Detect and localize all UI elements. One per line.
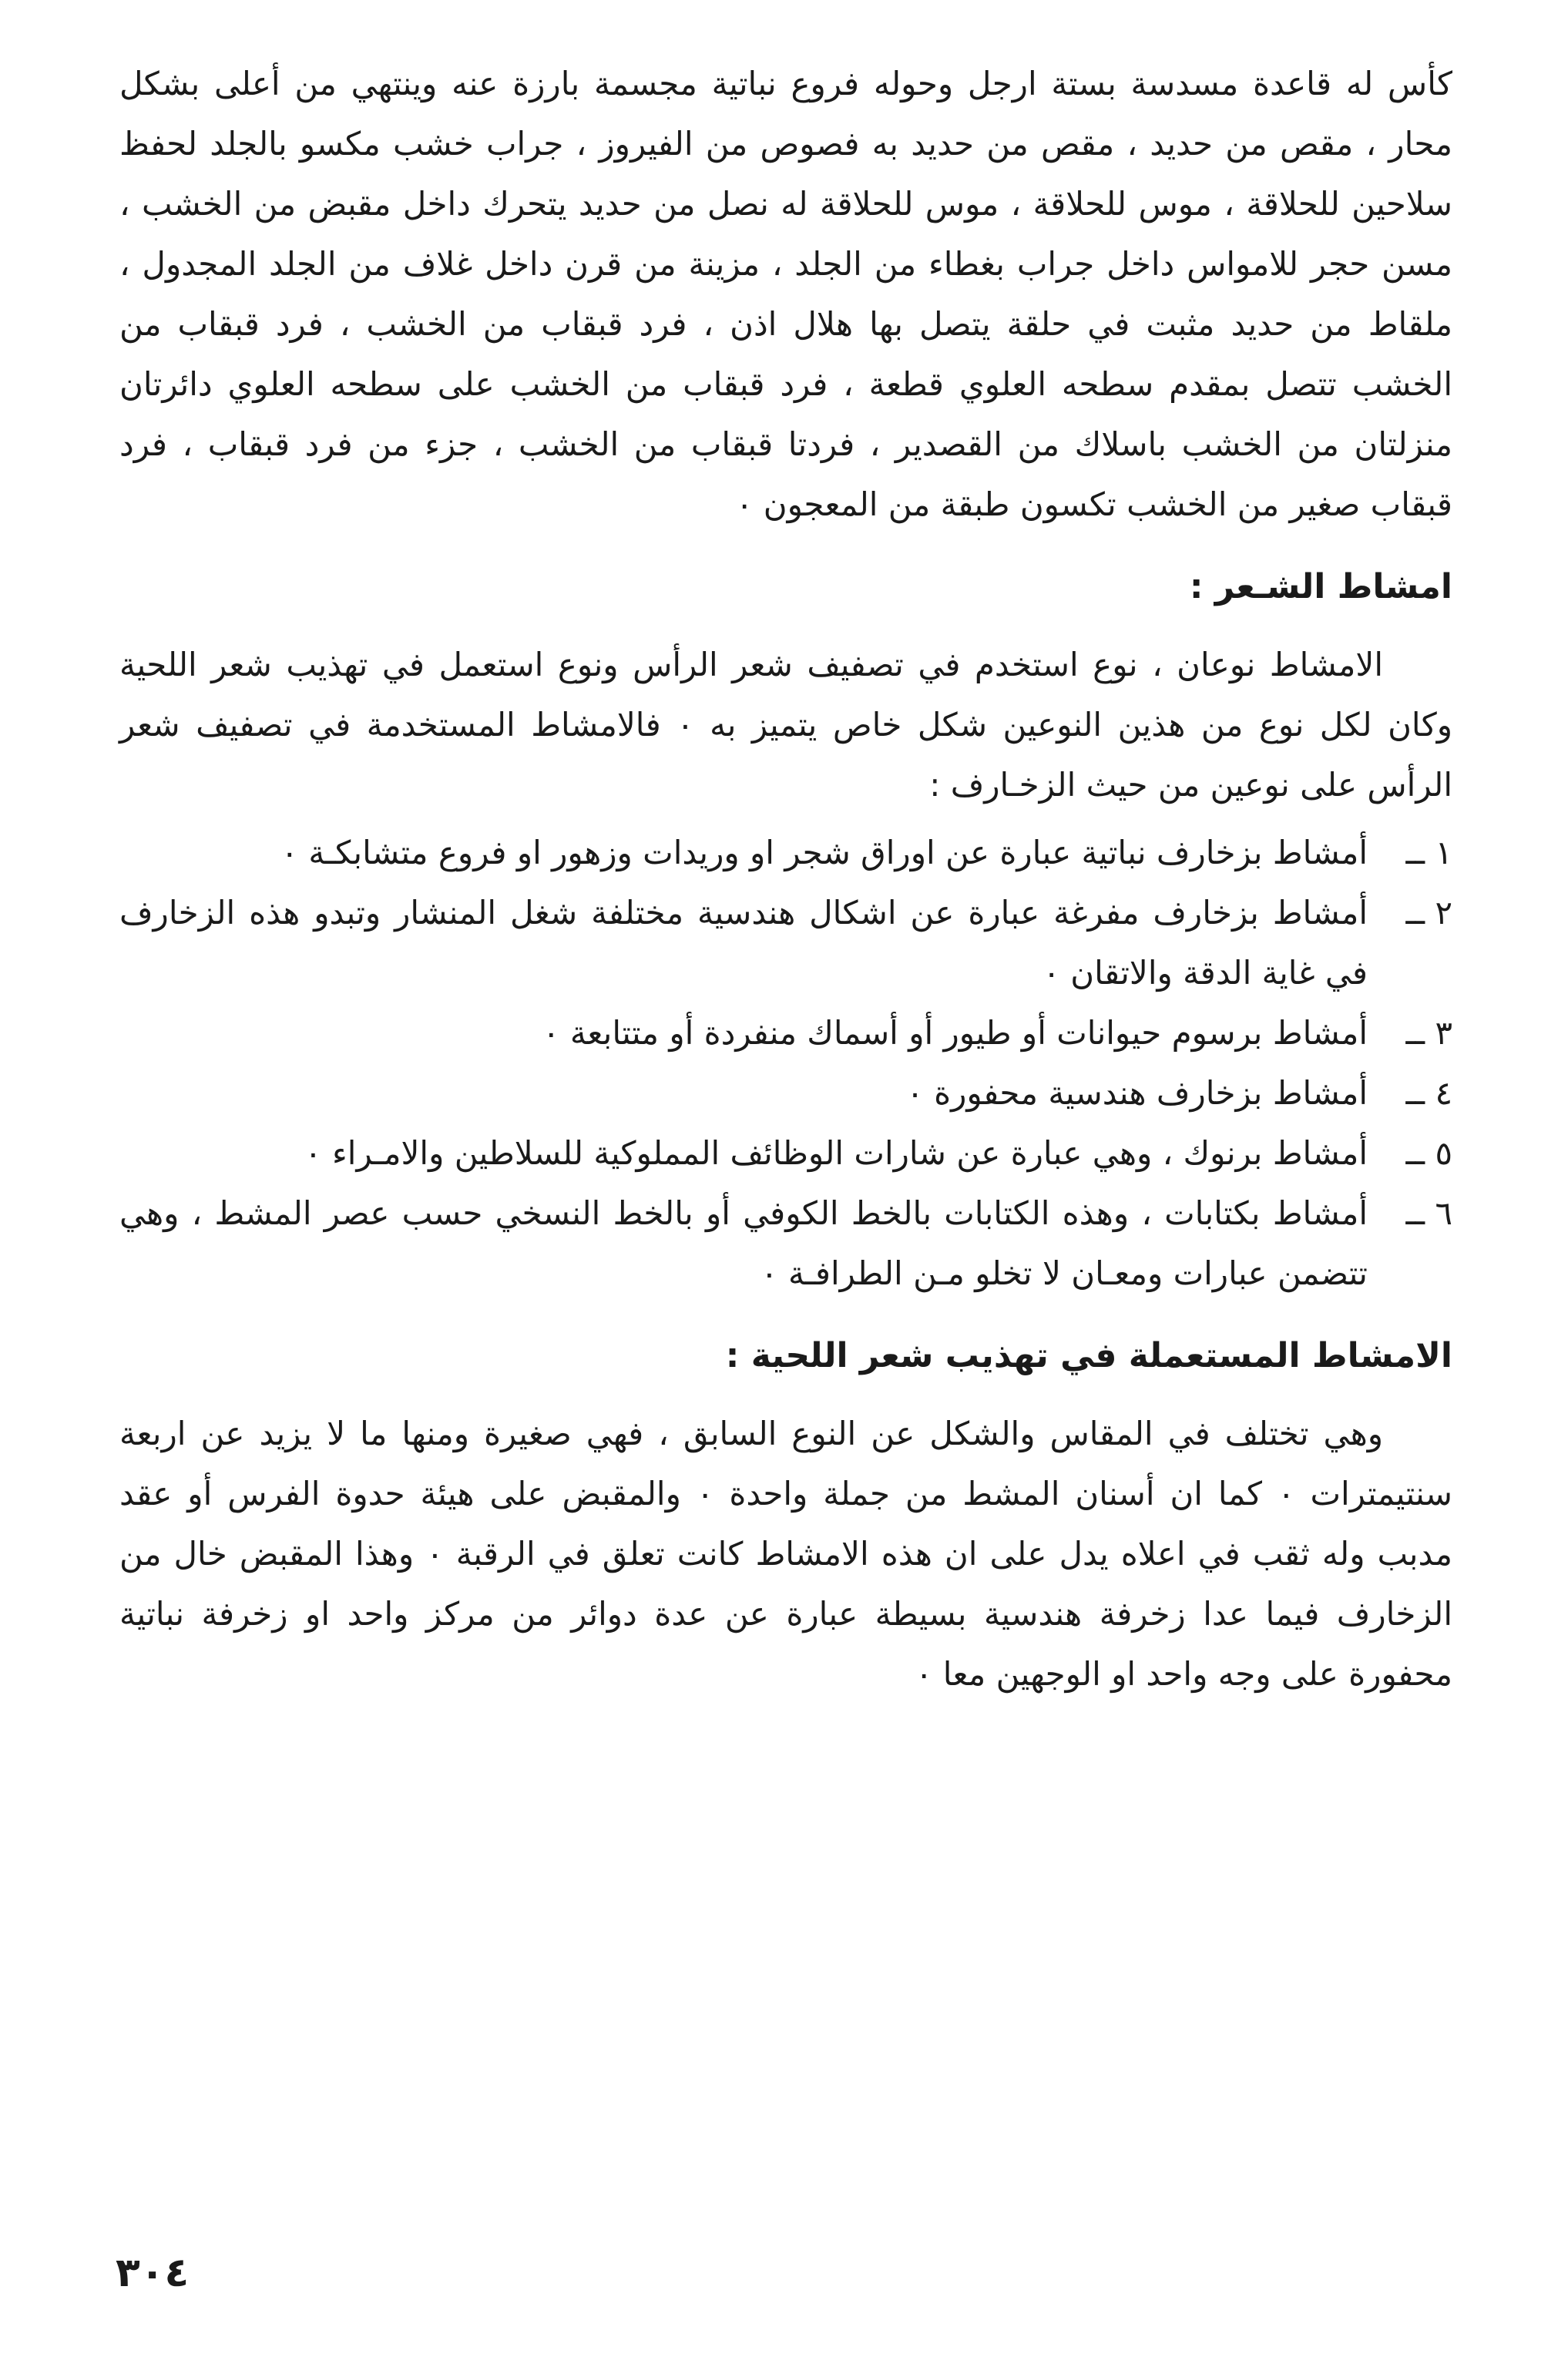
list-item-text: أمشاط بزخارف مفرغة عبارة عن اشكال هندسية مختلفة شغل المنشار وتبدو هذه الزخارف في غاية الدقة والاتقان ٠ [119, 894, 1368, 992]
list-item-number: ٣ ــ [1405, 1014, 1452, 1052]
list-item-text: أمشاط برسوم حيوانات أو طيور أو أسماك منفردة أو متتابعة ٠ [542, 1014, 1368, 1052]
list-item-number: ١ ــ [1405, 834, 1452, 871]
comb-types-list [119, 823, 1452, 1304]
page-body [119, 54, 1452, 1704]
list-item-number: ٦ ــ [1405, 1194, 1452, 1232]
list-item-number: ٥ ــ [1405, 1134, 1452, 1172]
list-item [119, 883, 1452, 1003]
list-item-number: ٢ ــ [1405, 894, 1452, 932]
list-item-number: ٤ ــ [1405, 1074, 1452, 1112]
section-heading-beard-combs: الامشاط المستعملة في تهذيب شعر اللحية : [725, 1336, 1452, 1375]
list-item-text: أمشاط بزخارف هندسية محفورة ٠ [906, 1074, 1368, 1112]
list-item-text: أمشاط بكتابات ، وهذه الكتابات بالخط الكوفي أو بالخط النسخي حسب عصر المشط ، وهي تتضمن عبارات ومعـان لا تخلو مـن الطرافـة ٠ [119, 1194, 1368, 1292]
page-number: ٣٠٤ [116, 2250, 190, 2296]
list-item [119, 1003, 1452, 1063]
list-item [119, 1063, 1452, 1123]
section-heading-hair-combs: امشاط الشـعر : [1189, 567, 1452, 606]
section-paragraph-hair-combs: الامشاط نوعان ، نوع استخدم في تصفيف شعر الرأس ونوع استعمل في تهذيب شعر اللحية وكان لكل نوع من هذين النوعين شكل خاص يتميز به ٠ فالامشاط المستخدمة في تصفيف شعر الرأس على نوعين من حيث الزخـارف : [119, 646, 1453, 804]
list-item [119, 1123, 1452, 1184]
list-item-text: أمشاط بزخارف نباتية عبارة عن اوراق شجر او وريدات وزهور او فروع متشابكـة ٠ [280, 834, 1368, 871]
list-item [119, 823, 1452, 883]
intro-paragraph: كأس له قاعدة مسدسة بستة ارجل وحوله فروع نباتية مجسمة بارزة عنه وينتهي من أعلى بشكل محار ، مقص من حديد ، مقص من حديد به فصوص من الفيروز ، جراب خشب مكسو بالجلد لحفظ سلاحين للحلاقة ، موس للحلاقة ، موس للحلاقة له نصل من حديد يتحرك داخل مقبض من الخشب ، مسن حجر للامواس داخل جراب بغطاء من الجلد ، مزينة من قرن داخل غلاف من الجلد المجدول ، ملقاط من حديد مثبت في حلقة يتصل بها هلال اذن ، فرد قبقاب من الخشب ، فرد قبقاب من الخشب تتصل بمقدم سطحه العلوي قطعة ، فرد قبقاب من الخشب على سطحه العلوي دائرتان منزلتان من الخشب باسلاك من القصدير ، فردتا قبقاب من الخشب ، جزء من فرد قبقاب ، فرد قبقاب صغير من الخشب تكسون طبقة من المعجون ٠ [119, 65, 1452, 523]
section-paragraph-beard-combs: وهي تختلف في المقاس والشكل عن النوع السابق ، فهي صغيرة ومنها ما لا يزيد عن اربعة سنتيمترات ٠ كما ان أسنان المشط من جملة واحدة ٠ والمقبض على هيئة حدوة الفرس أو عقد مدبب وله ثقب في اعلاه يدل على ان هذه الامشاط كانت تعلق في الرقبة ٠ وهذا المقبض خال من الزخارف فيما عدا زخرفة هندسية بسيطة عبارة عن عدة دوائر من مركز واحد او زخرفة نباتية محفورة على وجه واحد او الوجهين معا ٠ [119, 1415, 1453, 1693]
list-item-text: أمشاط برنوك ، وهي عبارة عن شارات الوظائف المملوكية للسلاطين والامـراء ٠ [304, 1134, 1368, 1172]
list-item [119, 1184, 1452, 1304]
